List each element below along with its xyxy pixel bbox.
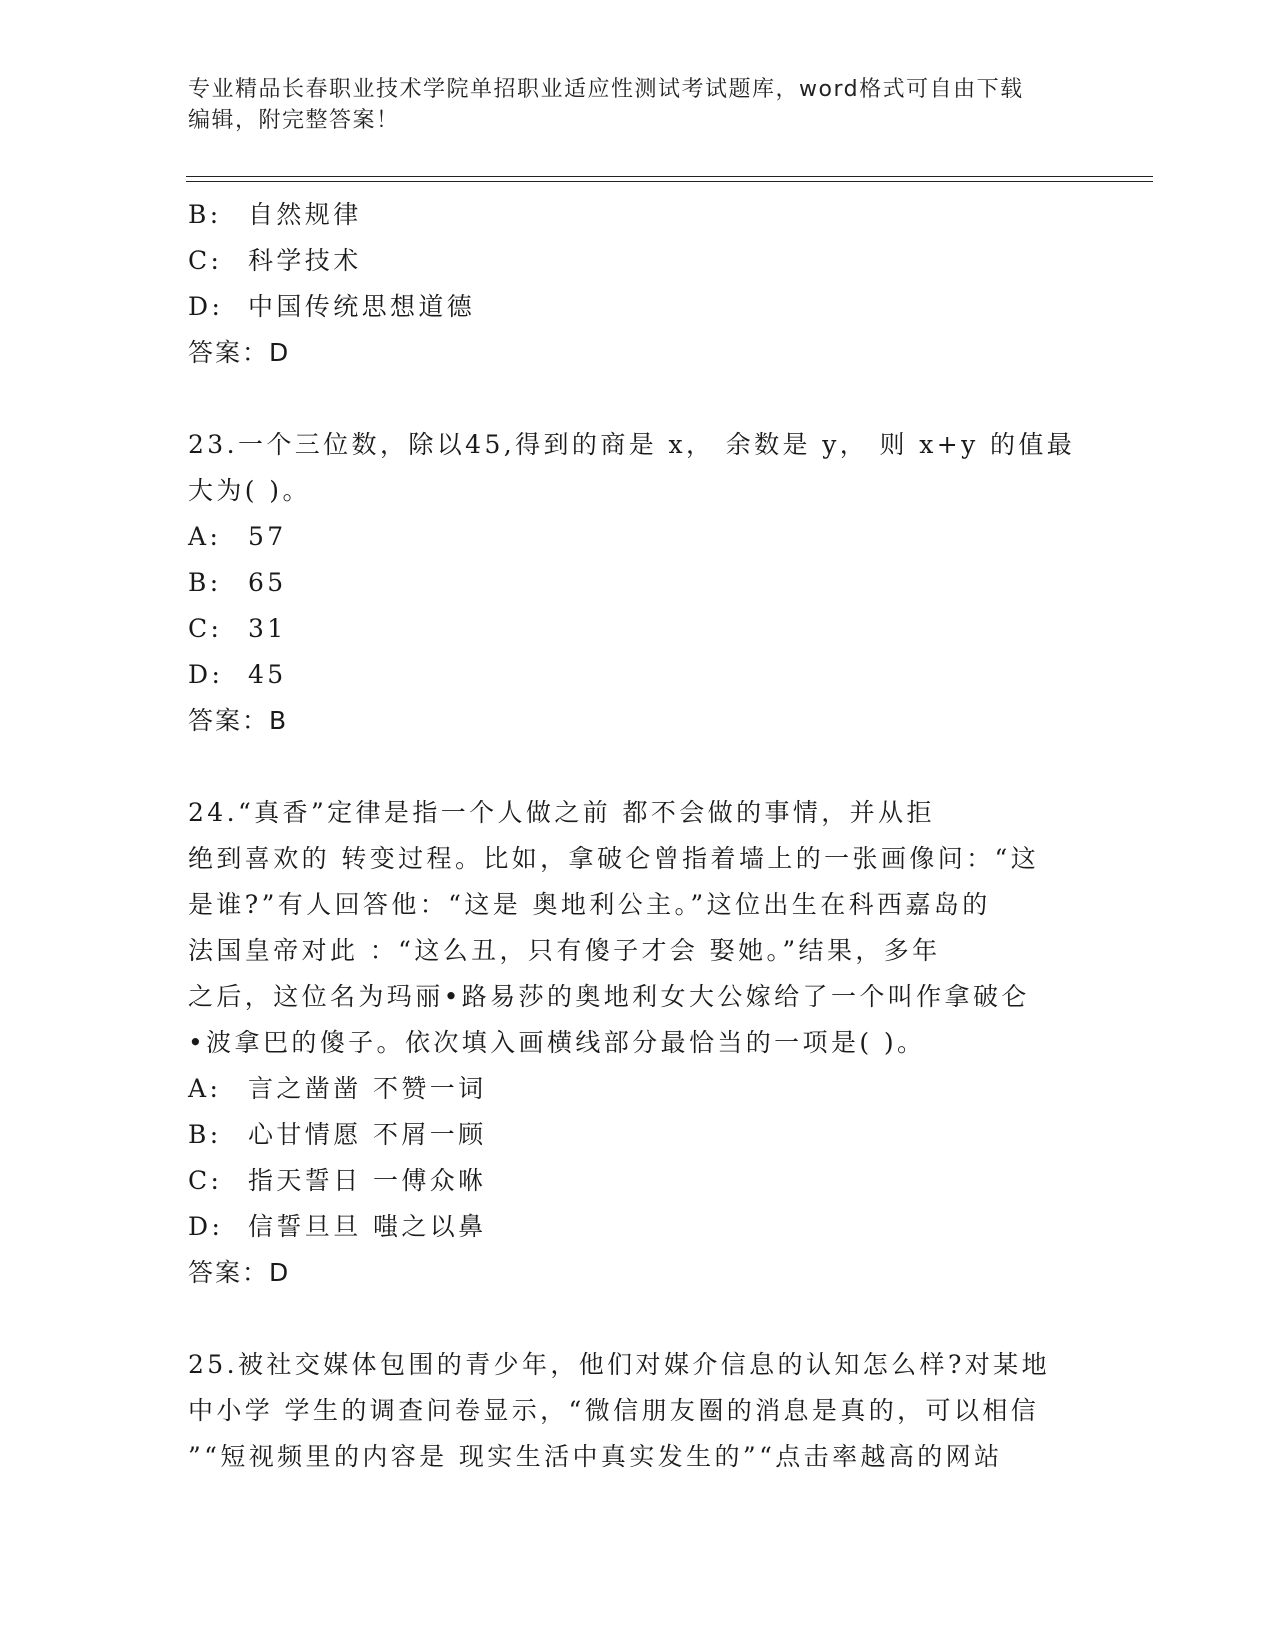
option-letter: D: — [188, 292, 224, 321]
question-stem — [188, 790, 1088, 1066]
option-a — [188, 514, 1088, 560]
option-letter: D: — [188, 1212, 224, 1241]
option-d — [188, 1204, 1088, 1250]
option-text: 信誓旦旦 嗤之以鼻 — [248, 1212, 487, 1241]
header-line-1: 专业精品长春职业技术学院单招职业适应性测试考试题库，word格式可自由下载 — [188, 77, 1024, 102]
header-divider-top — [186, 176, 1153, 177]
stem-line: 之后，这位名为玛丽•路易莎的奥地利女大公嫁给了一个叫作拿破仑 — [188, 982, 1030, 1011]
option-text: 言之凿凿 不赞一词 — [248, 1074, 487, 1103]
option-text: 31 — [248, 614, 287, 643]
option-a — [188, 1066, 1088, 1112]
option-letter: C: — [188, 614, 223, 643]
option-letter: A: — [188, 1074, 222, 1103]
stem-line: 24.“真香”定律是指一个人做之前 都不会做的事情，并从拒 — [188, 798, 935, 827]
option-text: 心甘情愿 不屑一顾 — [248, 1120, 487, 1149]
document-body — [188, 192, 1088, 1480]
stem-line: •波拿巴的傻子。依次填入画横线部分最恰当的一项是( )。 — [188, 1028, 926, 1057]
option-text: 中国传统思想道德 — [248, 292, 476, 321]
option-c — [188, 1158, 1088, 1204]
option-b — [188, 192, 1088, 238]
stem-line: 法国皇帝对此 ：“这么丑，只有傻子才会 娶她。”结果，多年 — [188, 936, 941, 965]
option-text: 45 — [248, 660, 287, 689]
option-text: 57 — [248, 522, 287, 551]
stem-line: 23.一个三位数，除以45,得到的商是 x， 余数是 y， 则 x+y 的值最 — [188, 430, 1076, 459]
stem-line: 25.被社交媒体包围的青少年，他们对媒介信息的认知怎么样?对某地 — [188, 1350, 1050, 1379]
option-letter: A: — [188, 522, 222, 551]
answer: 答案：D — [188, 1258, 291, 1287]
header-divider-bottom — [186, 181, 1153, 182]
stem-line: ”“短视频里的内容是 现实生活中真实发生的”“点击率越高的网站 — [188, 1442, 1003, 1471]
option-letter: C: — [188, 1166, 223, 1195]
option-c — [188, 238, 1088, 284]
option-b — [188, 560, 1088, 606]
stem-line: 是谁?”有人回答他：“这是 奥地利公主。”这位出生在科西嘉岛的 — [188, 890, 991, 919]
option-text: 65 — [248, 568, 287, 597]
question-23 — [188, 422, 1088, 744]
stem-line: 中小学 学生的调查问卷显示，“微信朋友圈的消息是真的，可以相信 — [188, 1396, 1040, 1425]
option-letter: C: — [188, 246, 223, 275]
option-letter: B: — [188, 568, 222, 597]
stem-line: 绝到喜欢的 转变过程。比如，拿破仑曾指着墙上的一张画像问：“这 — [188, 844, 1040, 873]
question-22 — [188, 192, 1088, 376]
question-25 — [188, 1342, 1088, 1480]
option-text: 科学技术 — [248, 246, 362, 275]
option-d — [188, 652, 1088, 698]
option-d — [188, 284, 1088, 330]
option-c — [188, 606, 1088, 652]
page-header — [188, 74, 1068, 136]
question-stem — [188, 422, 1088, 514]
option-letter: B: — [188, 1120, 222, 1149]
option-letter: B: — [188, 200, 222, 229]
answer: 答案：B — [188, 706, 289, 735]
question-24 — [188, 790, 1088, 1296]
option-text: 自然规律 — [248, 200, 362, 229]
stem-line: 大为( )。 — [188, 476, 311, 505]
answer: 答案：D — [188, 338, 291, 367]
header-line-2: 编辑，附完整答案！ — [188, 108, 400, 133]
option-letter: D: — [188, 660, 224, 689]
option-b — [188, 1112, 1088, 1158]
option-text: 指天誓日 一傅众咻 — [248, 1166, 487, 1195]
question-stem — [188, 1342, 1088, 1480]
